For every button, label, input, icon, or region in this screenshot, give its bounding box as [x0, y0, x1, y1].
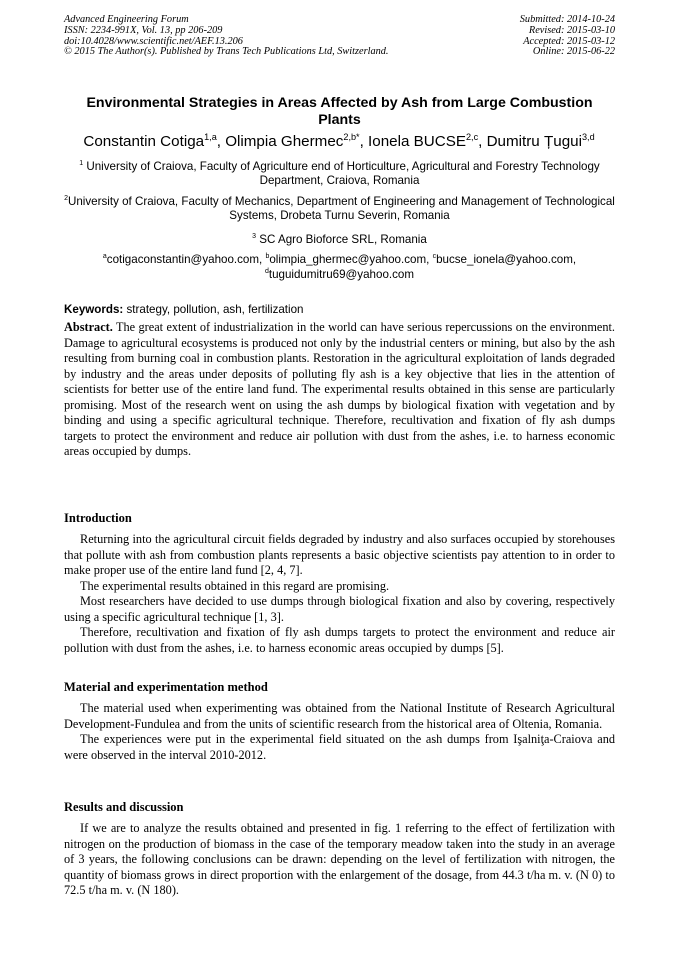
author-affiliation-mark: 1,a	[204, 131, 217, 142]
abstract	[64, 320, 615, 460]
email-link[interactable]: cotigaconstantin@yahoo.com,	[106, 253, 266, 266]
author	[487, 133, 595, 150]
affiliation-text: University of Craiova, Faculty of Agriculture end of Horticulture, Agricultural and Forestry Technology Department, Craiova, Romania	[86, 160, 600, 188]
affiliation-text: University of Craiova, Faculty of Mechanics, Department of Engineering and Management of Technological Systems, Drobeta Turnu Severin, Romania	[67, 195, 615, 223]
author-affiliation-mark: 2,c	[465, 131, 479, 142]
email-mark: b	[265, 253, 270, 261]
online-date: Online: 2015-06-22	[532, 46, 615, 58]
abstract-text: The great extent of industrialization in the world can have serious repercussions on the environment. Damage to agricultural ecosystems is produced not only by the industrial centers or mining, but also by the ash resulting from burning coal in combustion plants. Restoration in the agricultural exploitation of lands degraded by industry and the areas under deposits of polluting fly ash is a key objective that lies in the attention of scientists for better use of the entire land fund. The experimental results obtained in this sense are particularly promising. Most of the research went on using the ash dumps by biological fixation with vegetation and by binding and using a specific agricultural technique. Therefore, recultivation and fixation of fly ash dumps targets to protect the environment and reduce air pollution with dust from the ashes, i.e. to harness economic areas occupied by dumps.	[64, 320, 615, 459]
author-separator: ,	[478, 133, 487, 150]
paragraph: The material used when experimenting was obtained from the National Institute of Research Agricultural Development-Fundulea and from the units of scientific research from the historical area of Oltenia, Romania.	[64, 701, 615, 731]
paragraph: If we are to analyze the results obtained and presented in fig. 1 referring to the effect of fertilization with nitrogen on the production of biomass in the case of the temporary meadow taken into the study in an average of 3 years, the following conclusions can be drawn: depending on the level of fertilization with nitrogen, the quantity of biomass grows in direct proportion with the enlargement of the dosage, from 44.3 t/ha m. v. (N 0) to 72.5 t/ha m. v. (N 180).	[64, 821, 615, 898]
keywords	[64, 303, 615, 317]
author-name: Constantin Cotiga	[83, 133, 205, 150]
author-affiliation-mark: 3,d	[581, 131, 595, 142]
paragraph: Returning into the agricultural circuit fields degraded by industry and also surfaces occupied by storehouses that pollute with ash from combustion plants represents a basic objective scientists pay attention to in order to make proper use of the entire land fund [2, 4, 7].	[64, 532, 615, 578]
keywords-text: strategy, pollution, ash, fertilization	[123, 303, 304, 316]
email-list	[64, 253, 615, 282]
keywords-label: Keywords:	[64, 303, 124, 316]
section-introduction	[64, 532, 615, 656]
author-name: Olimpia Ghermec	[225, 133, 344, 150]
author-separator: ,	[359, 133, 369, 150]
author	[368, 133, 487, 150]
submitted-date: Submitted: 2014-10-24	[519, 14, 615, 25]
email-mark: d	[264, 267, 269, 275]
paragraph: Therefore, recultivation and fixation of fly ash dumps targets to protect the environment and reduce air pollution with dust from the ashes, i.e. to harness economic areas occupied by dumps [5].	[64, 625, 615, 655]
submission-dates	[520, 15, 615, 58]
affiliation-text: SC Agro Bioforce SRL, Romania	[259, 233, 427, 246]
author-name: Dumitru Țugui	[486, 133, 582, 150]
affiliation	[64, 233, 615, 247]
paragraph: Most researchers have decided to use dumps through biological fixation and also by covering, respectively using a specific agricultural technique [1, 3].	[64, 594, 615, 624]
author-list	[40, 133, 638, 150]
journal-info	[64, 15, 388, 58]
abstract-label: Abstract.	[64, 320, 113, 334]
section-method	[64, 701, 615, 763]
accepted-date: Accepted: 2015-03-12	[523, 35, 615, 47]
section-heading-method: Material and experimentation method	[64, 680, 268, 694]
copyright-line: © 2015 The Author(s). Published by Trans Tech Publications Ltd, Switzerland.	[64, 46, 389, 58]
email-link[interactable]: bucse_ionela@yahoo.com,	[436, 253, 577, 266]
section-heading-results: Results and discussion	[64, 800, 184, 814]
email-mark: c	[432, 253, 437, 261]
email-mark: a	[102, 253, 107, 261]
author-name: Ionela BUCSE	[368, 133, 466, 150]
paragraph: The experiences were put in the experimental field situated on the ash dumps from Işalniţa-Craiova and were observed in the interval 2010-2012.	[64, 732, 615, 762]
revised-date: Revised: 2015-03-10	[528, 24, 615, 36]
affiliation-mark: 2	[64, 195, 68, 203]
paper-title: Environmental Strategies in Areas Affected by Ash from Large Combustion Plants	[86, 95, 593, 128]
paragraph: The experimental results obtained in this regard are promising.	[80, 578, 390, 593]
author-affiliation-mark: 2,b*	[343, 131, 360, 142]
author	[225, 133, 368, 150]
issn-line: ISSN: 2234-991X, Vol. 13, pp 206-209	[64, 24, 223, 36]
affiliation	[64, 160, 615, 188]
affiliation-mark: 1	[79, 160, 84, 168]
affiliation-mark: 3	[252, 233, 257, 241]
section-results	[64, 821, 615, 899]
journal-name: Advanced Engineering Forum	[64, 14, 189, 25]
email-link[interactable]: olimpia_ghermec@yahoo.com,	[269, 253, 433, 266]
email-link[interactable]: tuguidumitru69@yahoo.com	[268, 267, 415, 281]
doi-line: doi:10.4028/www.scientific.net/AEF.13.206	[64, 35, 243, 47]
author	[83, 133, 225, 150]
section-heading-introduction: Introduction	[64, 511, 132, 525]
affiliation	[64, 195, 615, 223]
author-separator: ,	[216, 133, 226, 150]
